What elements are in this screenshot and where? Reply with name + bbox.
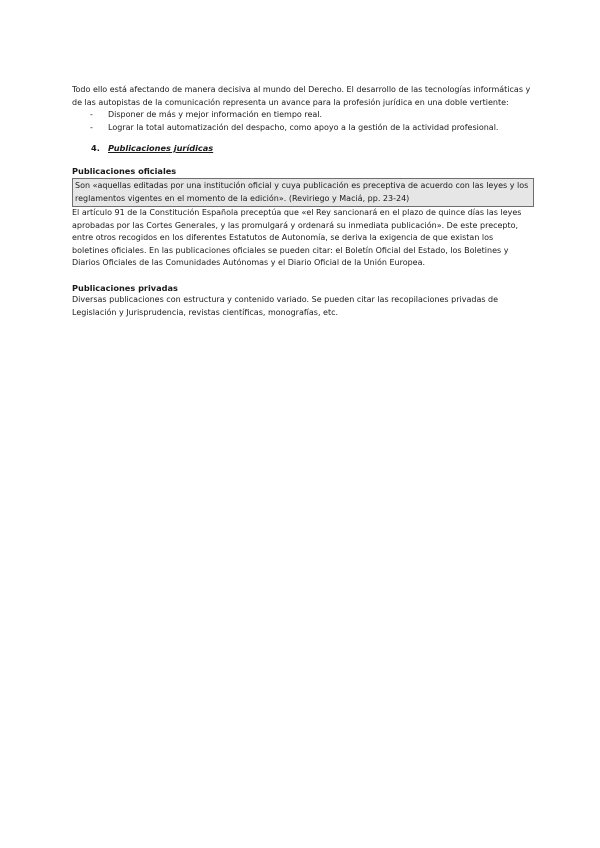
section-title: Publicaciones jurídicas [108, 143, 214, 153]
definition-quote: Son «aquellas editadas por una institución oficial y cuya publicación es preceptiva de acuerdo con las leyes y los reglamentos vigentes en el momento de la edición». (Reviriego y Maciá, pp. 23-24) [75, 181, 529, 203]
intro-paragraph: Todo ello está afectando de manera decisiva al mundo del Derecho. El desarrollo de las tecnologías informáticas y de las autopistas de la comunicación representa un avance para la profesión jurídica en una doble vertiente: [72, 85, 531, 107]
bullet-text: Disponer de más y mejor información en tiempo real. [108, 110, 323, 119]
document-page [72, 84, 532, 319]
definition-quote-box [72, 178, 534, 207]
bullet-list [72, 109, 532, 134]
bullet-text: Lograr la total automatización del despacho, como apoyo a la gestión de la actividad profesional. [108, 122, 499, 132]
oficiales-body: El artículo 91 de la Constitución Española preceptúa que «el Rey sancionará en el plazo de quince días las leyes aprobadas por las Cortes Generales, y las promulgará y ordenará su inmediata publicación». De este precepto, entre otros recogidos en los diferentes Estatutos de Autonomía, se deriva la exigencia de que existan los boletines oficiales. En las publicaciones oficiales se pueden citar: el Boletín Oficial del Estado, los Boletines y Diarios Oficiales de las Comunidades Autónomas y el Diario Oficial de la Unión Europea. [72, 208, 522, 267]
bullet-marker: - [90, 122, 93, 132]
oficiales-heading: Publicaciones oficiales [72, 165, 177, 176]
privadas-body: Diversas publicaciones con estructura y contenido variado. Se pueden citar las recopilaciones privadas de Legislación y Jurisprudencia, revistas científicas, monografías, etc. [72, 295, 499, 317]
section-number: 4. [91, 143, 100, 153]
spacer [72, 270, 532, 282]
list-item [72, 122, 532, 135]
section-heading [72, 142, 532, 155]
privadas-heading: Publicaciones privadas [72, 282, 178, 293]
bullet-marker: - [90, 110, 93, 119]
list-item [72, 109, 532, 122]
